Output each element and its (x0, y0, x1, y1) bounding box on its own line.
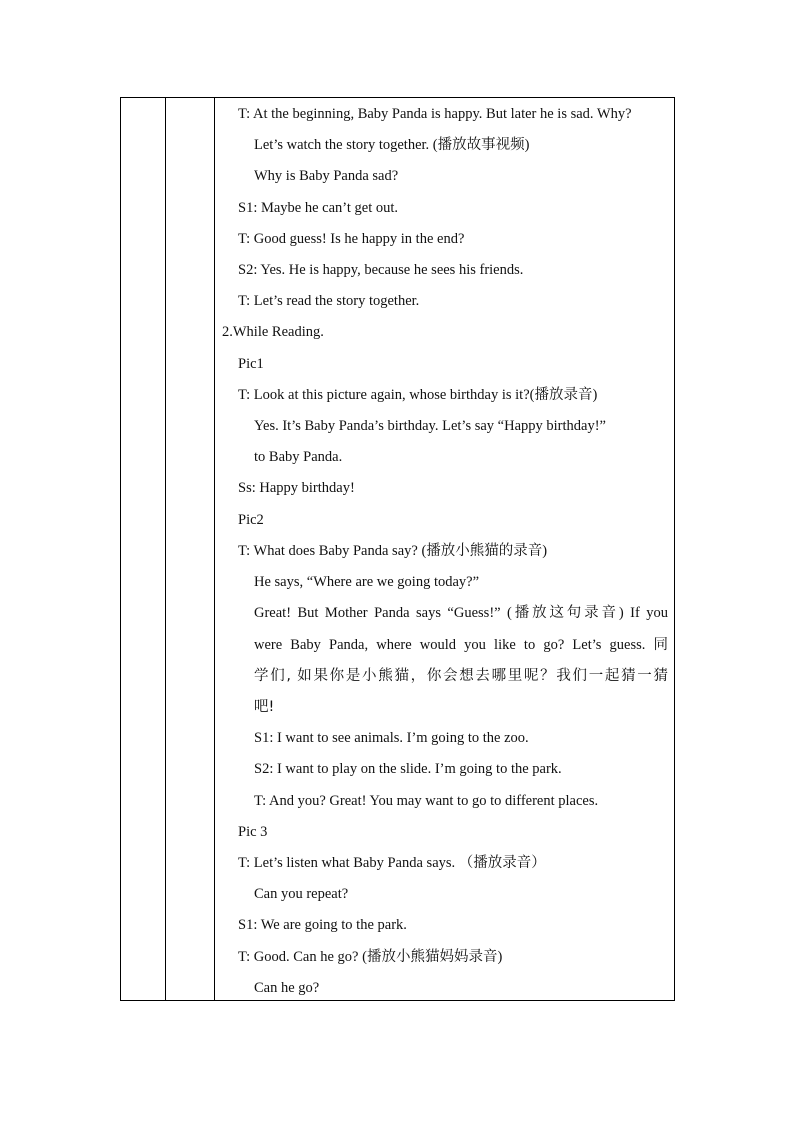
lesson-plan-table (120, 97, 675, 1001)
dialogue-line: S2: I want to play on the slide. I’m going to the park. (254, 761, 562, 777)
picture-label: Pic 3 (238, 824, 268, 840)
dialogue-line: S1: Maybe he can’t get out. (238, 200, 399, 216)
dialogue-line: to Baby Panda. (254, 449, 343, 465)
dialogue-line: Ss: Happy birthday! (238, 480, 355, 496)
dialogue-line: T: What does Baby Panda say? (播放小熊猫的录音) (238, 543, 548, 559)
dialogue-line: T: Let’s read the story together. (238, 293, 420, 309)
dialogue-line: S2: Yes. He is happy, because he sees his friends. (238, 262, 524, 278)
dialogue-line: Let’s watch the story together. (播放故事视频) (254, 137, 530, 153)
section-heading: 2.While Reading. (222, 324, 324, 340)
picture-label: Pic2 (238, 512, 264, 528)
dialogue-line: 吧! (254, 699, 275, 715)
dialogue-line: 学们, 如果你是小熊猫，你会想去哪里呢？我们一起猜一猜 (254, 668, 668, 684)
dialogue-line: S1: We are going to the park. (238, 917, 407, 933)
dialogue-line: T: Look at this picture again, whose birthday is it?(播放录音) (238, 387, 598, 403)
table-column-divider (165, 98, 166, 1000)
dialogue-line: Yes. It’s Baby Panda’s birthday. Let’s say “Happy birthday!” (254, 418, 606, 434)
dialogue-line: Can he go? (254, 980, 320, 996)
dialogue-line: Can you repeat? (254, 886, 349, 902)
dialogue-line: Why is Baby Panda sad? (254, 168, 399, 184)
dialogue-line: T: Let’s listen what Baby Panda says. （播放录音） (238, 855, 546, 871)
picture-label: Pic1 (238, 356, 264, 372)
dialogue-line: Great! But Mother Panda says “Guess!” (播放这句录音) If you (254, 605, 668, 621)
teaching-process-cell (222, 98, 668, 1000)
dialogue-line: He says, “Where are we going today?” (254, 574, 480, 590)
dialogue-line: T: Good guess! Is he happy in the end? (238, 231, 465, 247)
dialogue-line: T: And you? Great! You may want to go to different places. (254, 793, 599, 809)
dialogue-line: T: Good. Can he go? (播放小熊猫妈妈录音) (238, 949, 503, 965)
dialogue-line: were Baby Panda, where would you like to go? Let’s guess. 同 (254, 637, 668, 653)
table-column-divider (214, 98, 215, 1000)
dialogue-line: S1: I want to see animals. I’m going to the zoo. (254, 730, 529, 746)
dialogue-line: T: At the beginning, Baby Panda is happy. But later he is sad. Why? (238, 106, 632, 122)
